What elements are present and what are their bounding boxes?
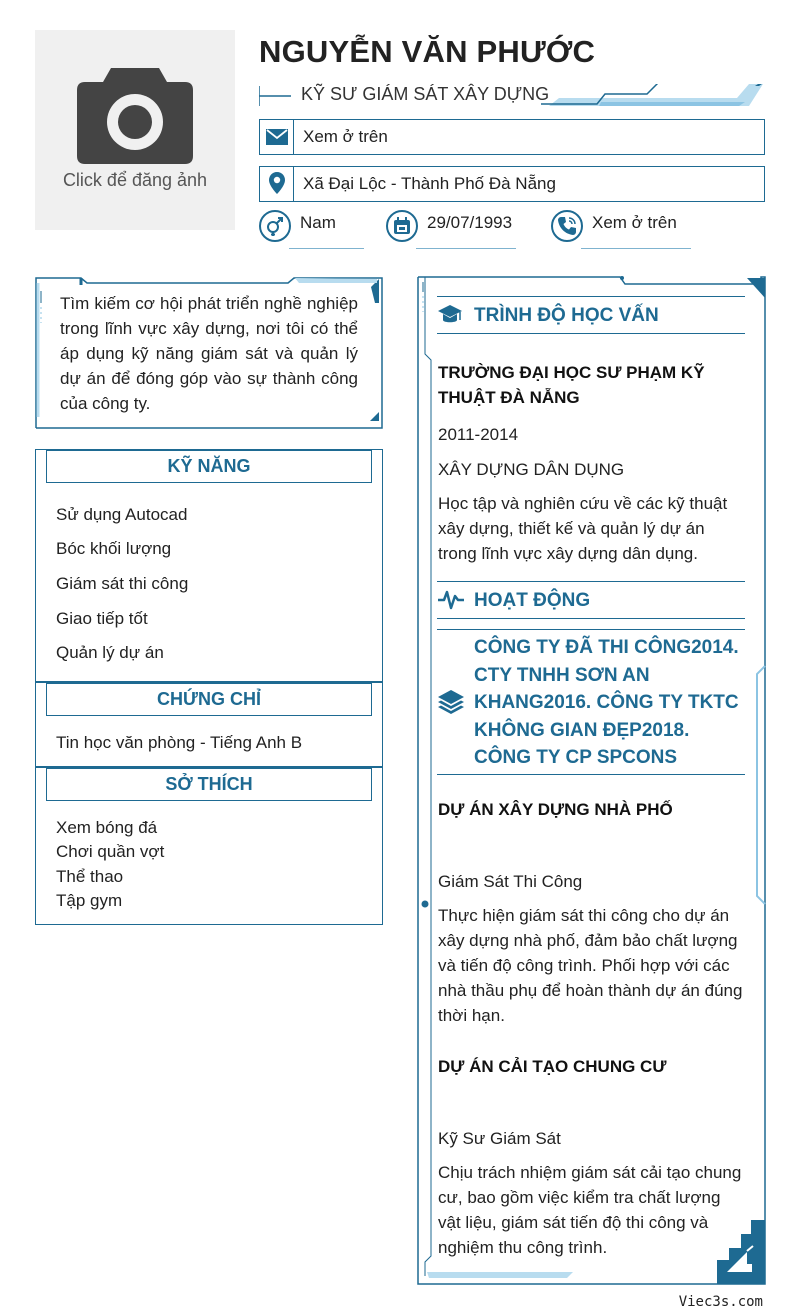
school-name: TRƯỜNG ĐẠI HỌC SƯ PHẠM KỸ THUẬT ĐÀ NẴNG: [438, 363, 705, 407]
full-name: NGUYỄN VĂN PHƯỚC: [259, 34, 596, 69]
email-row: [259, 119, 765, 155]
skill-item: Giám sát thi công: [56, 574, 189, 593]
location-pin-icon: [268, 172, 286, 196]
calendar-icon: [393, 217, 411, 235]
project-name: DỰ ÁN CẢI TẠO CHUNG CƯ: [438, 1057, 667, 1076]
education-major: XÂY DỰNG DÂN DỤNG: [438, 460, 625, 479]
watermark-text: Viec3s.com: [678, 1294, 763, 1310]
hobby-item: Thể thao: [56, 867, 124, 886]
skill-item: Sử dụng Autocad: [56, 505, 188, 524]
project-description: Thực hiện giám sát thi công cho dự án xây dựng nhà phố, đảm bảo chất lượng và tiến độ công trình. Phối hợp với các nhà thầu phụ để hoàn thành dự án đúng thời hạn.: [438, 906, 743, 1025]
envelope-icon: [266, 129, 288, 145]
project-role: Giám Sát Thi Công: [438, 872, 583, 891]
certificate-item: Tin học văn phòng - Tiếng Anh B: [56, 733, 303, 752]
address-value: Xã Đại Lộc - Thành Phố Đà Nẵng: [303, 174, 556, 193]
hobby-item: Chơi quần vợt: [56, 842, 165, 861]
layers-icon: [437, 689, 465, 715]
gender-icon: [264, 215, 286, 237]
hobby-item: Xem bóng đá: [56, 818, 158, 837]
activities-heading: HOẠT ĐỘNG: [474, 590, 591, 611]
hobby-item: Tập gym: [56, 891, 123, 910]
phone-value: Xem ở trên: [592, 213, 677, 232]
skill-item: Quản lý dự án: [56, 643, 164, 662]
pulse-icon: [437, 588, 465, 612]
summary-text: Tìm kiếm cơ hội phát triển nghề nghiệp trong lĩnh vực xây dựng, nơi tôi có thể áp dụng kỹ năng giám sát và quản lý dự án để đóng góp vào sự thành công của công ty.: [60, 294, 358, 413]
education-heading-bar: [437, 296, 745, 334]
birthday-value: 29/07/1993: [427, 213, 513, 232]
activities-companies: CÔNG TY ĐÃ THI CÔNG2014. CTY TNHH SƠN AN KHANG2016. CÔNG TY TKTC KHÔNG GIAN ĐẸP2018. CÔNG TY CP SPCONS: [474, 637, 739, 768]
skills-heading: KỸ NĂNG: [46, 450, 372, 483]
job-title: KỸ SƯ GIÁM SÁT XÂY DỰNG: [301, 84, 550, 104]
skill-item: Giao tiếp tốt: [56, 609, 148, 628]
graduation-cap-icon: [437, 303, 463, 327]
project-name: DỰ ÁN XÂY DỰNG NHÀ PHỐ: [438, 800, 673, 819]
project-description: Chịu trách nhiệm giám sát cải tạo chung cư, bao gồm việc kiểm tra chất lượng vật liệu, giám sát tiến độ thi công và nghiệm thu công trình.: [438, 1163, 742, 1257]
activities-heading-bar: [437, 581, 745, 619]
phone-icon: [557, 216, 577, 236]
education-description: Học tập và nghiên cứu về các kỹ thuật xây dựng, thiết kế và quản lý dự án trong lĩnh vực xây dựng dân dụng.: [438, 494, 728, 563]
education-heading: TRÌNH ĐỘ HỌC VẤN: [474, 305, 659, 326]
email-value: Xem ở trên: [303, 127, 388, 146]
hobbies-heading: SỞ THÍCH: [46, 768, 372, 801]
camera-icon: [75, 60, 195, 164]
certificates-heading: CHỨNG CHỈ: [46, 683, 372, 716]
address-row: [259, 166, 765, 202]
project-role: Kỹ Sư Giám Sát: [438, 1129, 561, 1148]
education-period: 2011-2014: [438, 425, 519, 444]
avatar-upload[interactable]: [35, 30, 235, 230]
activities-companies-block: [437, 629, 745, 775]
skill-item: Bóc khối lượng: [56, 539, 172, 558]
gender-value: Nam: [300, 213, 336, 232]
avatar-upload-label: Click để đăng ảnh: [62, 170, 208, 190]
